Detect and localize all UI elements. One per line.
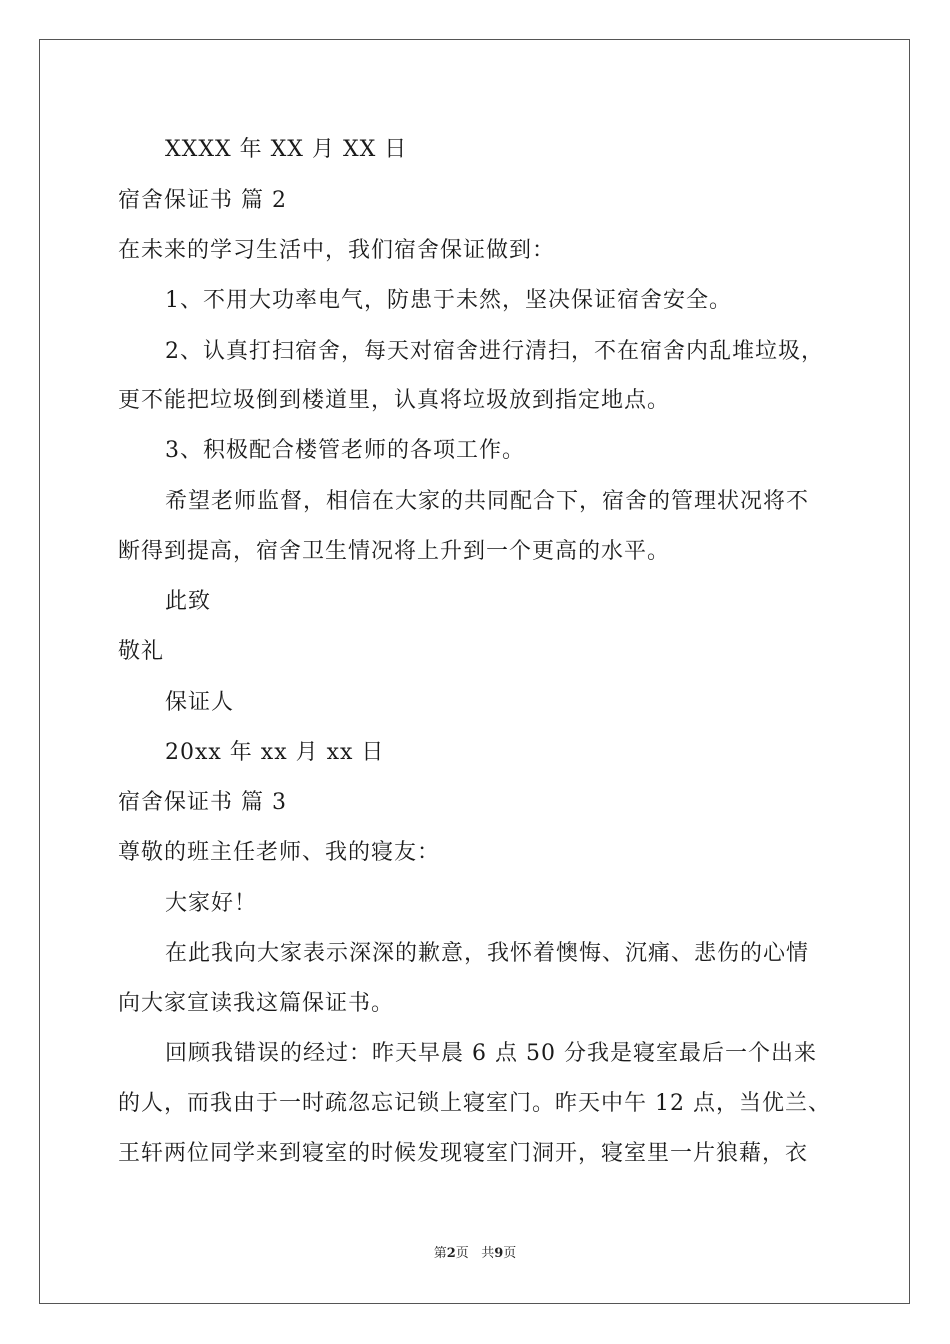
footer-total-suffix: 页 [503, 1246, 517, 1261]
salutation-line: 敬礼 [118, 639, 165, 664]
paragraph-line: 的人，而我由于一时疏忽忘记锁上寝室门。昨天中午 12 点，当优兰、 [118, 1091, 831, 1116]
paragraph-line: 王轩两位同学来到寝室的时候发现寝室门洞开，寝室里一片狼藉，衣 [118, 1141, 809, 1166]
closing-line: 此致 [165, 589, 212, 614]
paragraph-line: 在未来的学习生活中，我们宿舍保证做到： [118, 238, 556, 263]
paragraph-line: 断得到提高，宿舍卫生情况将上升到一个更高的水平。 [118, 539, 671, 564]
list-item-3: 3、积极配合楼管老师的各项工作。 [165, 438, 525, 463]
total-page-count: 9 [494, 1246, 504, 1261]
footer-total-prefix: 共 [481, 1246, 495, 1261]
paragraph-line: 希望老师监督，相信在大家的共同配合下，宿舍的管理状况将不 [165, 489, 810, 514]
section-heading-2: 宿舍保证书 篇 2 [118, 188, 287, 213]
greeting-line: 大家好！ [165, 891, 258, 916]
date-line: XXXX 年 XX 月 XX 日 [165, 137, 408, 162]
greeting-line: 尊敬的班主任老师、我的寝友： [118, 840, 441, 865]
list-item-2-continued: 更不能把垃圾倒到楼道里，认真将垃圾放到指定地点。 [118, 388, 671, 413]
current-page-number: 2 [446, 1246, 456, 1261]
section-heading-3: 宿舍保证书 篇 3 [118, 790, 287, 815]
paragraph-line: 在此我向大家表示深深的歉意，我怀着懊悔、沉痛、悲伤的心情 [165, 941, 810, 966]
list-item-1: 1、不用大功率电气，防患于未然，坚决保证宿舍安全。 [165, 288, 732, 313]
footer-prefix: 第 [433, 1246, 447, 1261]
paragraph-line: 回顾我错误的经过：昨天早晨 6 点 50 分我是寝室最后一个出来 [165, 1041, 817, 1066]
date-line: 20xx 年 xx 月 xx 日 [165, 740, 385, 765]
page-footer [0, 1245, 950, 1263]
list-item-2: 2、认真打扫宿舍，每天对宿舍进行清扫，不在宿舍内乱堆垃圾， [165, 339, 824, 364]
footer-page-suffix: 页 [455, 1246, 469, 1261]
paragraph-line: 向大家宣读我这篇保证书。 [118, 991, 395, 1016]
signatory-line: 保证人 [165, 690, 235, 715]
